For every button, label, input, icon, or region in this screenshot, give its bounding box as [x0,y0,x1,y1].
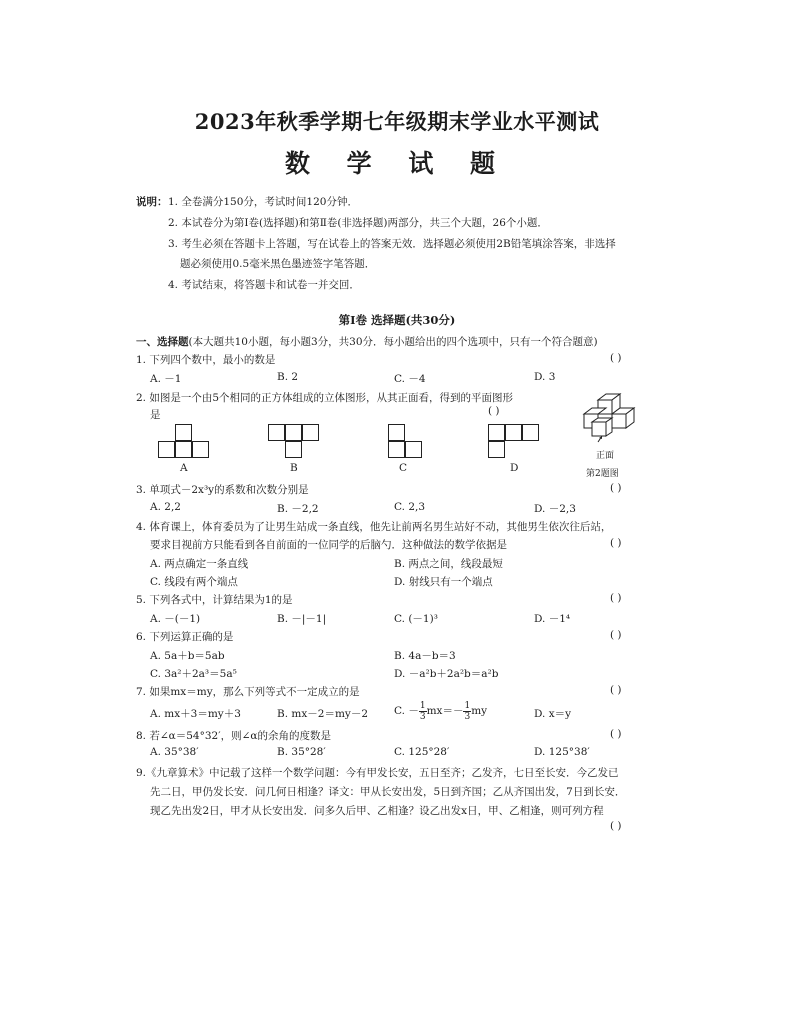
q8-option-b: B. 35°28′ [277,746,326,758]
q2-option-a-figure [158,424,209,458]
note-item-2: 2. 本试卷分为第Ⅰ卷(选择题)和第Ⅱ卷(非选择题)两部分，共三个大题，26个小题． [168,217,548,229]
question-8-stem: 8. 若∠α＝54°32′，则∠α的余角的度数是 [136,730,331,742]
answer-paren: ( ) [610,629,622,641]
q7-option-c [394,697,487,725]
q2-front-label: 正面 [596,451,615,461]
note-item-3: 3. 考生必须在答题卡上答题，写在试卷上的答案无效．选择题必须使用2B铅笔填涂答案，非选择 [168,238,616,250]
q2-option-b-figure [268,424,319,458]
q2-option-b-label: B [290,462,298,474]
part1-heading: 第Ⅰ卷 选择题(共30分) [338,313,456,327]
q7-option-a: A. mx＋3＝my＋3 [150,708,241,720]
answer-paren: ( ) [488,405,500,417]
question-9-stem-line3: 现乙先出发2日，甲才从长安出发．问多久后甲、乙相逢？设乙出发x日，甲、乙相逢，则可列方程 [150,805,604,817]
question-4-stem: 4. 体育课上，体育委员为了让男生站成一条直线，他先让前两名男生站好不动，其他男生依次往后站， [136,521,612,533]
section-description: (本大题共10小题，每小题3分，共30分．每小题给出的四个选项中，只有一个符合题意) [188,336,598,348]
exam-title: 2023年秋季学期七年级期末学业水平测试 [194,109,600,134]
q7-fraction-1 [419,701,427,722]
q2-option-c-label: C [399,462,408,474]
q5-option-a: A. －(－1) [150,613,201,625]
q7-option-b: B. mx－2＝my－2 [277,708,369,720]
q4-option-b: B. 两点之间，线段最短 [394,558,503,570]
q7-option-c-prefix: C. － [394,705,419,717]
note-item-3-cont: 题必须使用0.5毫米黑色墨迹签字笔答题． [180,258,376,270]
q5-option-d: D. －1⁴ [534,613,571,625]
question-1-stem: 1. 下列四个数中，最小的数是 [136,354,276,366]
fraction-numerator: 1 [464,700,471,711]
section-one-header [136,334,598,349]
question-7-stem: 7. 如果mx＝my，那么下列等式不一定成立的是 [136,686,360,698]
fraction-denominator: 3 [419,711,426,722]
q2-option-d-figure [488,424,539,458]
q2-option-d-label: D [510,462,519,474]
fraction-numerator: 1 [419,700,426,711]
q3-option-c: C. 2,3 [394,501,426,513]
q7-option-c-suffix: my [471,705,488,717]
question-5-stem: 5. 下列各式中，计算结果为1的是 [136,594,293,606]
q8-option-d: D. 125°38′ [534,746,590,758]
q3-option-b: B. －2,2 [277,503,319,515]
q5-option-c: C. (－1)³ [394,613,438,625]
answer-paren: ( ) [610,820,622,832]
question-4-stem-cont: 要求目视前方只能看到各自前面的一位同学的后脑勺．这种做法的数学依据是 [150,539,507,551]
q3-option-a: A. 2,2 [150,501,181,513]
q2-option-c-figure [388,424,422,458]
q6-option-d: D. －a²b＋2a²b＝a²b [394,668,499,680]
question-2-stem: 2. 如图是一个由5个相同的正方体组成的立体图形，从其正面看，得到的平面图形 [136,392,514,404]
question-6-stem: 6. 下列运算正确的是 [136,631,234,643]
answer-paren: ( ) [610,352,622,364]
q4-option-a: A. 两点确定一条直线 [150,558,249,570]
q1-option-c: C. －4 [394,373,426,385]
q4-option-c: C. 线段有两个端点 [150,576,238,588]
answer-paren: ( ) [610,537,622,549]
q6-option-c: C. 3a²＋2a³＝5a⁵ [150,668,237,680]
q8-option-c: C. 125°28′ [394,746,450,758]
exam-subject-title: 数 学 试 题 [284,149,510,178]
answer-paren: ( ) [610,728,622,740]
question-2-stem-cont: 是 [150,409,161,421]
q3-option-d: D. －2,3 [534,503,576,515]
q6-option-b: B. 4a－b＝3 [394,650,456,662]
answer-paren: ( ) [610,684,622,696]
question-9-stem: 9.《九章算术》中记载了这样一个数学问题：今有甲发长安，五日至齐；乙发齐，七日至长安．今乙发已 [136,767,619,779]
q7-option-d: D. x＝y [534,708,572,720]
q1-option-b: B. 2 [277,371,299,383]
q4-option-d: D. 射线只有一个端点 [394,576,493,588]
question-3-stem: 3. 单项式－2x³y的系数和次数分别是 [136,484,309,496]
fraction-denominator: 3 [464,711,471,722]
notes-label: 说明： [136,196,168,208]
q2-solid-figure [572,386,648,446]
note-item-4: 4. 考试结束，将答题卡和试卷一并交回． [168,279,360,291]
q1-option-a: A. －1 [150,373,182,385]
answer-paren: ( ) [610,592,622,604]
note-item-1: 1. 全卷满分150分，考试时间120分钟． [168,196,358,208]
answer-paren: ( ) [610,482,622,494]
q5-option-b: B. －|－1| [277,613,327,625]
question-9-stem-line2: 先二日，甲仍发长安．问几何日相逢？译文：甲从长安出发，5日到齐国；乙从齐国出发，7日到长安． [150,786,626,798]
q8-option-a: A. 35°38′ [150,746,199,758]
q2-figure-caption: 第2题图 [586,469,619,479]
q7-option-c-middle: mx＝－ [426,705,464,717]
q6-option-a: A. 5a＋b＝5ab [150,650,225,662]
q1-option-d: D. 3 [534,371,556,383]
q2-option-a-label: A [180,462,188,474]
section-title: 一、选择题 [136,336,189,348]
